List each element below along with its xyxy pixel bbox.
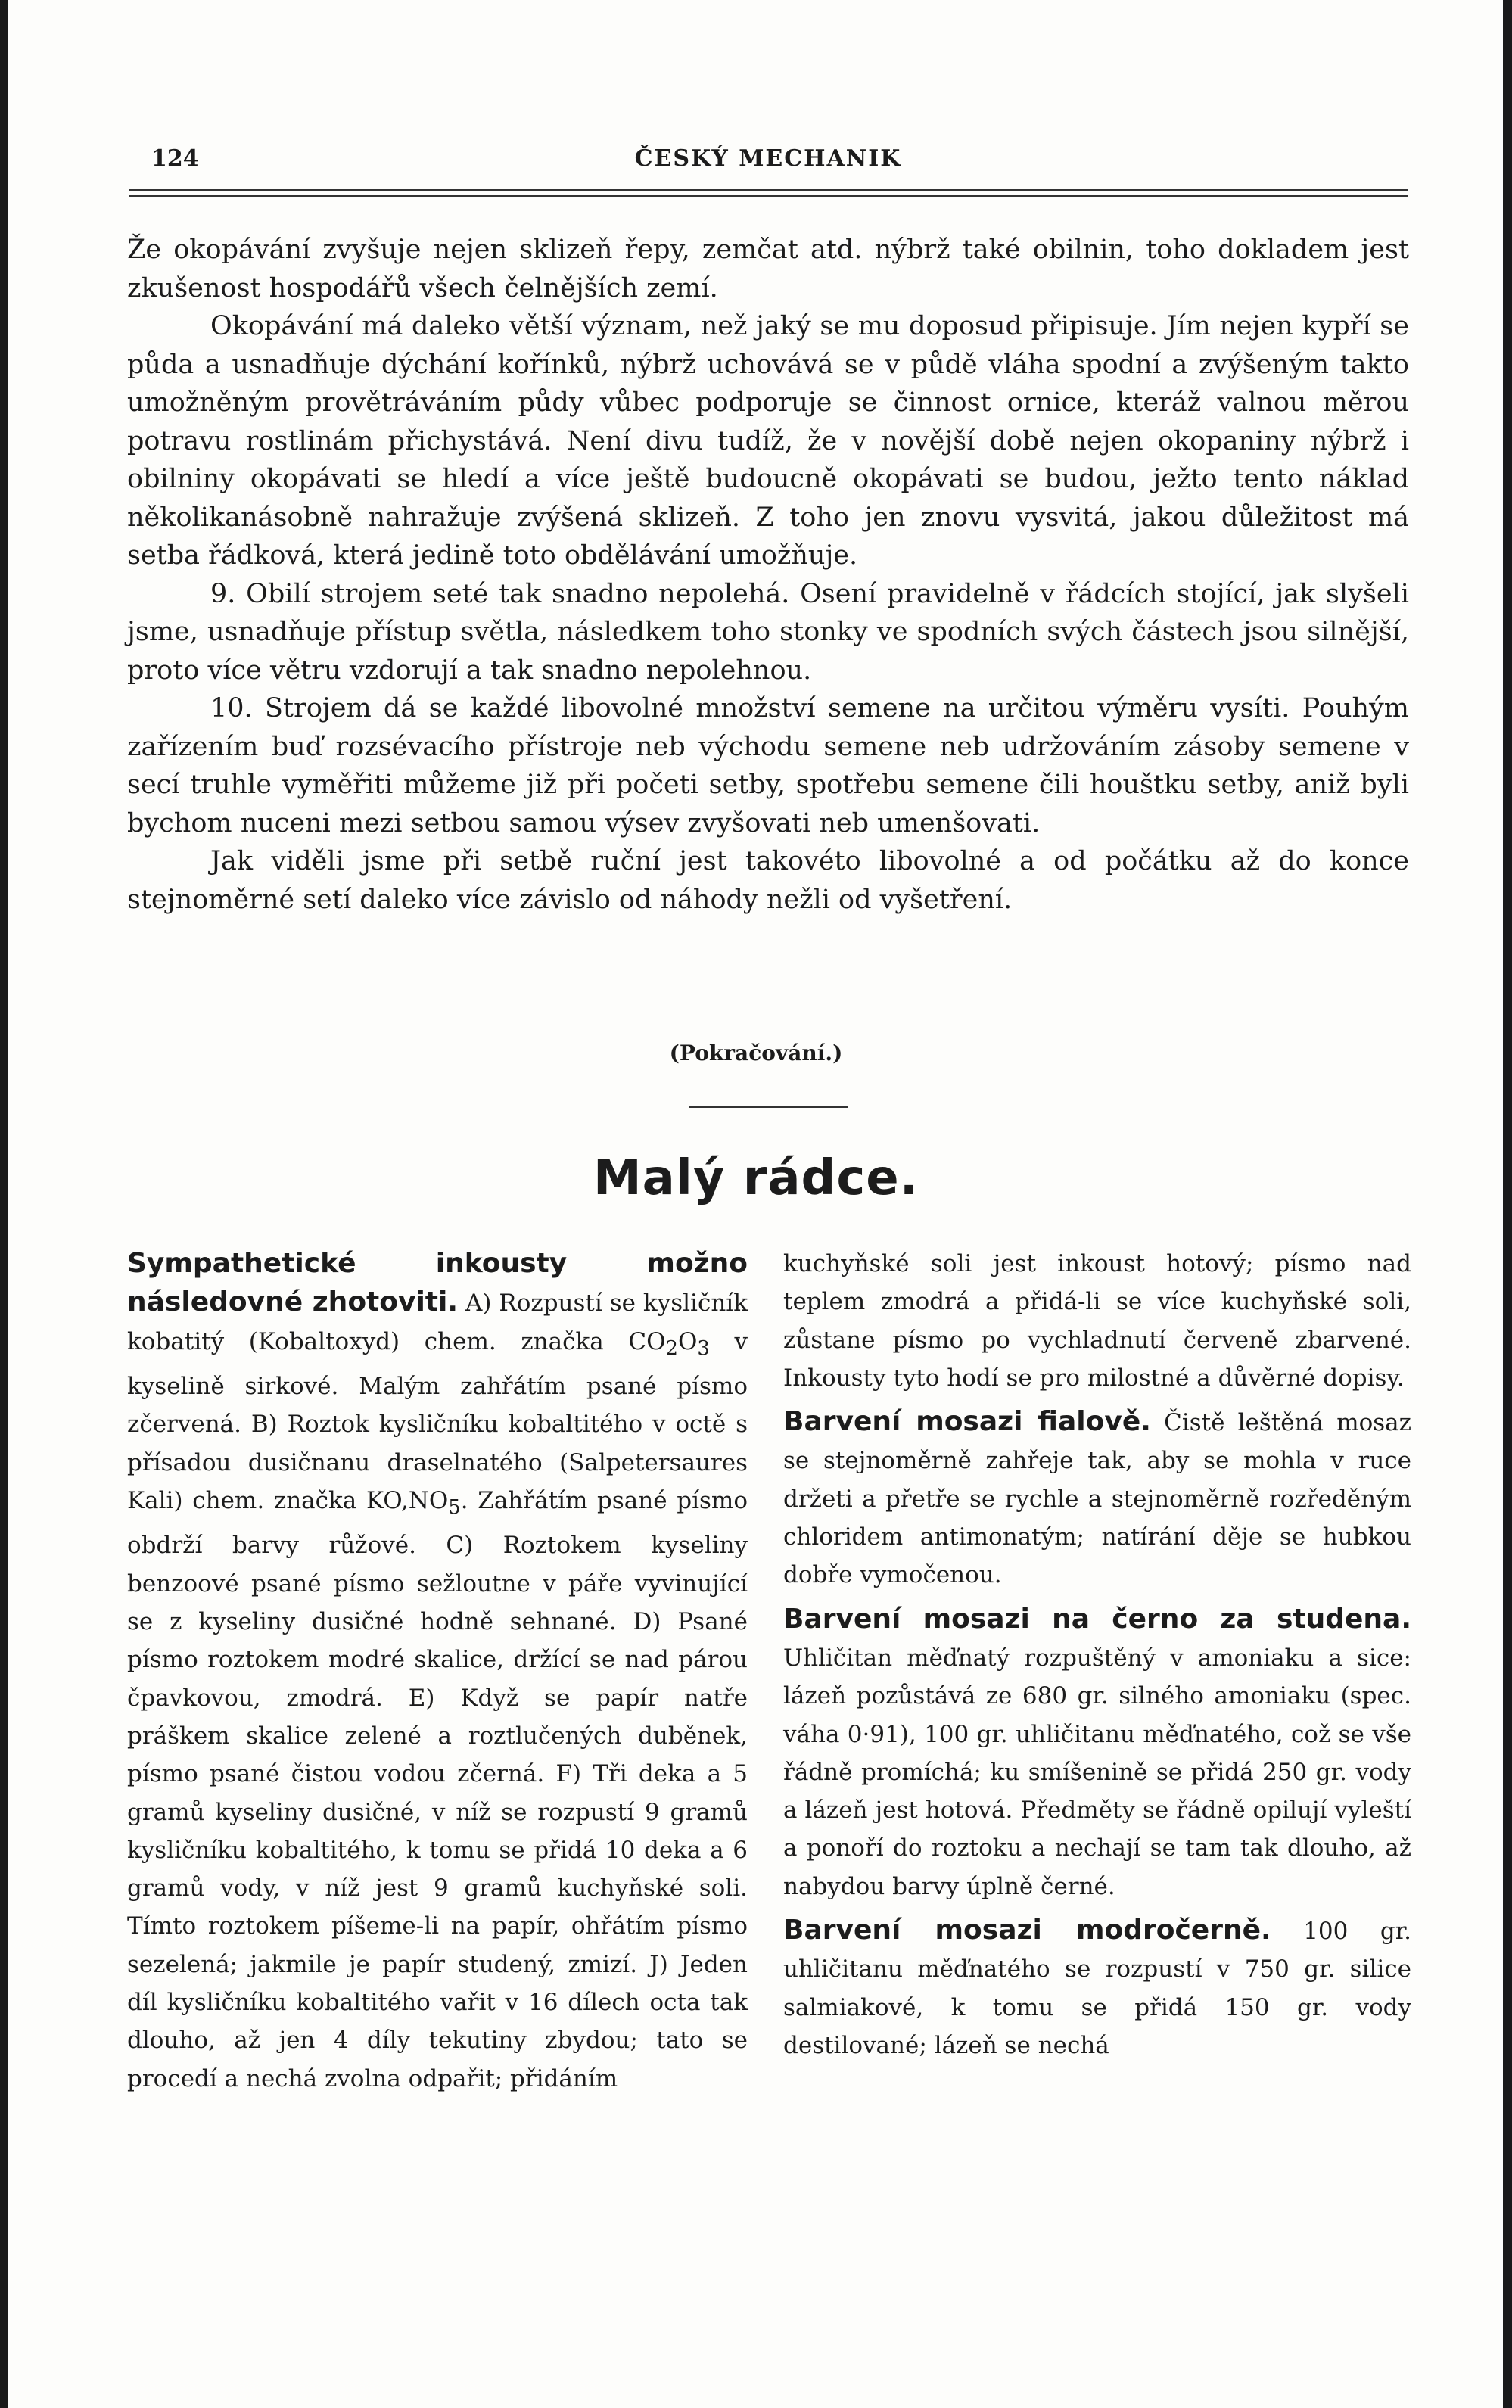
article-heading: Sympathetické inkousty možno následovné zhotoviti. bbox=[127, 1248, 748, 1318]
header-rule bbox=[129, 189, 1408, 197]
article-black bbox=[783, 1601, 1411, 1906]
article-inks bbox=[127, 1245, 748, 2098]
running-title: ČESKÝ MECHANIK bbox=[634, 145, 902, 172]
continued-note: (Pokračování.) bbox=[669, 1041, 843, 1066]
subscript: 2 bbox=[665, 1336, 678, 1360]
page-header bbox=[129, 145, 1408, 176]
article-text: Čistě leštěná mosaz se stejnoměrně zahřeje tak, aby se mohla v ruce držeti a přetře se rychle a stejnoměrně rozředěným chloridem antimonatým; natírání děje se hubkou dobře vymočenou. bbox=[783, 1409, 1411, 1589]
article-violet bbox=[783, 1403, 1411, 1594]
article-text: 100 gr. uhličitanu měďnatého se rozpustí v 750 gr. silice salmiakové, k tomu se přidá 150 gr. vody destilované; lázeň se nechá bbox=[783, 1918, 1411, 2059]
paragraph: Jak viděli jsme při setbě ruční jest takovéto libovolné a od počátku až do konce stejnoměrné setí daleko více závislo od náhody nežli od vyšetření. bbox=[127, 846, 1409, 915]
article-heading: Barvení mosazi fialově. bbox=[783, 1406, 1151, 1438]
page-number: 124 bbox=[151, 145, 199, 172]
subscript: 5 bbox=[448, 1496, 461, 1520]
main-text bbox=[127, 231, 1409, 919]
paragraph: 10. Strojem dá se každé libovolné množství semene na určitou výměru vysíti. Pouhým zařízením buď rozsévacího přístroje neb východu semene neb udržováním zásoby semene v secí truhle vyměřiti můžeme již při početi setby, spotřebu semene čili houštku setby, aniž byli bychom nuceni mezi setbou samou výsev zvyšovati neb umenšovati. bbox=[127, 693, 1409, 838]
article-text: O bbox=[677, 1327, 698, 1355]
subscript: 3 bbox=[697, 1336, 710, 1360]
paragraph: 9. Obilí strojem seté tak snadno nepolehá. Osení pravidelně v řádcích stojící, jak slyšeli jsme, usnadňuje přístup světla, následkem toho stonky ve spodních svých částech jsou silnější, proto více větru vzdorují a tak snadno nepolehnou. bbox=[127, 578, 1409, 686]
article-text: A) Rozpustí se kysličník kobatitý (Kobaltoxyd) chem. značka CO bbox=[127, 1290, 748, 1355]
section-divider bbox=[689, 1106, 848, 1108]
article-text: Uhličitan měďnatý rozpuštěný v amoniaku a sice: lázeň pozůstává ze 680 gr. silného amoniaku (spec. váha 0·91), 100 gr. uhličitanu měďnatého, což se vše řádně promíchá; ku smíšenině se přidá 250 gr. vody a lázeň jest hotová. Předměty se řádně opilují vyleští a ponoří do roztoku a nechají se tam tak dlouho, až nabydou barvy úplně černé. bbox=[783, 1644, 1411, 1900]
column-right bbox=[783, 1245, 1411, 2064]
article-text: . Zahřátím psané písmo obdrží barvy růžové. C) Roztokem kyseliny benzoové psané písmo sežloutne v páře vyvinující se z kyseliny dusičné hodně sehnané. D) Psané písmo roztokem modré skalice, držící se nad párou čpavkovou, zmodrá. E) Když se papír natře práškem skalice zelené a roztlučených duběnek, písmo psané čistou vodou zčerná. F) Tři deka a 5 gramů kyseliny dusičné, v níž se rozpustí 9 gramů kysličníku kobaltitého, k tomu se přidá 10 deka a 6 gramů vody, v níž jest 9 gramů kuchyňské soli. Tímto roztokem píšeme-li na papír, ohřátím písmo sezelená; jakmile je papír studený, zmizí. J) Jeden díl kysličníku kobaltitého vařit v 16 dílech octa tak dlouho, až jen 4 díly tekutiny zbydou; tato se procedí a nechá zvolna odpařit; přidáním bbox=[127, 1486, 748, 2092]
article-heading: Barvení mosazi modročerně. bbox=[783, 1915, 1271, 1946]
article-text: v kyselině sirkové. Malým zahřátím psané písmo zčervená. B) Roztok kysličníku kobaltitého v octě s přísadou dusičnanu draselnatého (Salpetersaures Kali) chem. značka KO,NO bbox=[127, 1327, 748, 1514]
paragraph: Že okopávání zvyšuje nejen sklizeň řepy, zemčat atd. nýbrž také obilnin, toho dokladem jest zkušenost hospodářů všech čelnějších zemí. bbox=[127, 235, 1409, 303]
paragraph: Okopávání má daleko větší význam, než jaký se mu doposud připisuje. Jím nejen kypří se půda a usnadňuje dýchání kořínků, nýbrž uchovává se v půdě vláha spodní a zvýšeným takto umožněným provětráváním půdy vůbec podporuje se činnost ornice, kteráž valnou měrou potravu rostlinám přichystává. Není divu tudíž, že v novější době nejen okopaniny nýbrž i obilniny okopávati se hledí a více ještě budoucně okopávati se budou, ježto tento náklad několikanásobně nahražuje zvýšená sklizeň. Z toho jen znovu vysvitá, jakou důležitost má setba řádková, která jedině toto obdělávání umožňuje. bbox=[127, 311, 1409, 571]
article-inks-continued: kuchyňské soli jest inkoust hotový; písmo nad teplem zmodrá a přidá-li se více kuchyňské soli, zůstane písmo po vychladnutí červeně zbarvené. Inkousty tyto hodí se pro milostné a důvěrné dopisy. bbox=[783, 1250, 1411, 1392]
column-left bbox=[127, 1245, 748, 2098]
article-blueblack bbox=[783, 1912, 1411, 2064]
section-title: Malý rádce. bbox=[593, 1150, 919, 1206]
article-heading: Barvení mosazi na černo za studena. bbox=[783, 1603, 1411, 1635]
